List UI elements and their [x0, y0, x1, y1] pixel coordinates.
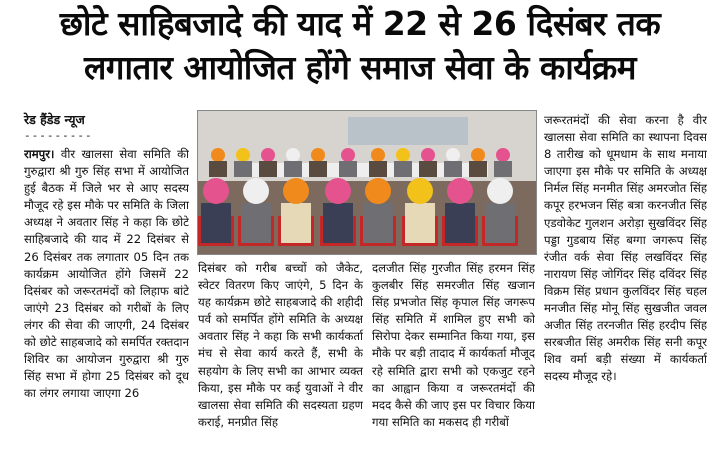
byline-rule: --------- — [24, 129, 93, 142]
person-turban — [286, 148, 300, 162]
article-column-4: जरूरतमंदों की सेवा करना है वीर खालसा सेवा समिति का स्थापना दिवस 8 तारीख को धूमधाम के साथ मनाया जाएगा इस मौके पर समिति के अध्यक्ष निर्मल सिंह मनमीत सिंह अमरजोत सिंह कपूर हरभजन सिंह बत्रा करनजीत सिंह एडवोकेट गुलशन अरोड़ा सुखविंदर सिंह पड्डा गुडबाय सिंह बग्गा जगरूप सिंह रंजीत वर्क सेवा सिंह लखविंदर सिंह नारायण सिंह जोगिंदर सिंह दविंदर सिंह विक्रम सिंह प्रधान कुलविंदर सिंह चहल मनजीत सिंह मोनू सिंह सुखजीत जवल अजीत सिंह तरनजीत सिंह हरदीप सिंह सरबजीत सिंह अमरीक सिंह सनी कपूर शिव वर्मा बड़ी संख्या में कार्यकर्ता सदस्य मौजूद रहे। — [544, 113, 707, 384]
person-body — [419, 161, 437, 177]
person-body — [369, 161, 387, 177]
person-turban — [396, 148, 410, 162]
headline-line-2: लगातार आयोजित होंगे समाज सेवा के कार्यक्रम — [84, 48, 636, 87]
person-turban — [341, 148, 355, 162]
person-body — [469, 161, 487, 177]
article-column-2: दिसंबर को गरीब बच्चों को जैकेट, स्वेटर वितरण किए जाएंगे, 5 दिन के यह कार्यक्रम छोटे साहबजादे की शहीदी पर्व को समर्पित होंगे समिति के अध्यक्ष अवतार सिंह ने कहा कि सभी कार्यकर्ता मंच से सेवा कार्य करते हैं, सभी के सहयोग के लिए सभी का आभार व्यक्त किया, इस मौके पर कई युवाओं ने वीर खालसा सेवा समिति की सदस्यता ग्रहण कराई, मनप्रीत सिंह — [198, 261, 363, 429]
person-turban — [236, 148, 250, 162]
person-turban — [203, 178, 229, 204]
person-body — [234, 161, 252, 177]
person-turban — [471, 148, 485, 162]
person-body — [485, 203, 515, 243]
person-turban — [446, 148, 460, 162]
person-turban — [371, 148, 385, 162]
person-turban — [496, 148, 510, 162]
person-body — [323, 203, 353, 243]
person-body — [241, 203, 271, 243]
person-body — [209, 161, 227, 177]
person-turban — [211, 148, 225, 162]
person-turban — [243, 178, 269, 204]
article-column-3: दलजीत सिंह गुरजीत सिंह हरमन सिंह कुलबीर सिंह समरजीत सिंह खजान सिंह प्रभजोत सिंह कृपाल सिंह जगरूप सिंह समिति में शामिल हुए सभी को सिरोपा देकर सम्मानित किया गया, इस मौके पर बड़ी तादाद में कार्यकर्ता मौजूद रहे समिति द्वारा सभी को एकजुट रहने का आह्वान किया व जरूरतमंदों की मदद कैसे की जाए इस पर विचार किया गया समिति का मकसद ही गरीबों — [372, 261, 535, 429]
person-turban — [447, 178, 473, 204]
column-1-text: वीर खालसा सेवा समिति की गुरुद्वारा श्री गुरु सिंह सभा में आयोजित हुई बैठक में जिले भर से आए सदस्य मौजूद रहे इस मौके पर समिति के जिला अध्यक्ष ने अवतार सिंह ने कहा कि छोटे साहिबजादे की याद में 22 दिसंबर से 26 दिसंबर तक लगातार 05 दिन तक कार्यक्रम आयोजित होंगे जिसमें 22 दिसंबर को जरूरतमंदों को लिहाफ बांटे जाएंगे 23 दिसंबर को गरीबों के लिए लंगर की सेवा की जाएगी, 24 दिसंबर को छोटे साहबजादे को समर्पित रक्तदान शिविर का आयोजन गुरुद्वारा श्री गुरु सिंह सभा में होगा 25 दिसंबर को दूध का लंगर लगाया जाएगा 26 — [24, 147, 189, 401]
person-body — [201, 203, 231, 243]
headline-line-1: छोटे साहिबजादे की याद में 22 से 26 दिसंबर तक — [59, 4, 661, 43]
person-body — [405, 203, 435, 243]
byline: रेड हैंडेड न्यूज — [24, 112, 85, 127]
person-turban — [407, 178, 433, 204]
person-turban — [421, 148, 435, 162]
person-turban — [487, 178, 513, 204]
person-body — [284, 161, 302, 177]
meeting-photo — [197, 110, 537, 255]
person-body — [394, 161, 412, 177]
person-turban — [261, 148, 275, 162]
person-turban — [311, 148, 325, 162]
person-body — [445, 203, 475, 243]
person-body — [339, 161, 357, 177]
person-body — [444, 161, 462, 177]
person-body — [494, 161, 512, 177]
person-body — [281, 203, 311, 243]
person-turban — [283, 178, 309, 204]
person-turban — [325, 178, 351, 204]
meeting-photo-illustration — [198, 111, 536, 254]
person-turban — [365, 178, 391, 204]
dateline: रामपुर। — [24, 147, 55, 161]
person-body — [363, 203, 393, 243]
article-column-1 — [24, 146, 189, 462]
person-body — [259, 161, 277, 177]
photo-window — [348, 117, 468, 145]
person-body — [309, 161, 327, 177]
